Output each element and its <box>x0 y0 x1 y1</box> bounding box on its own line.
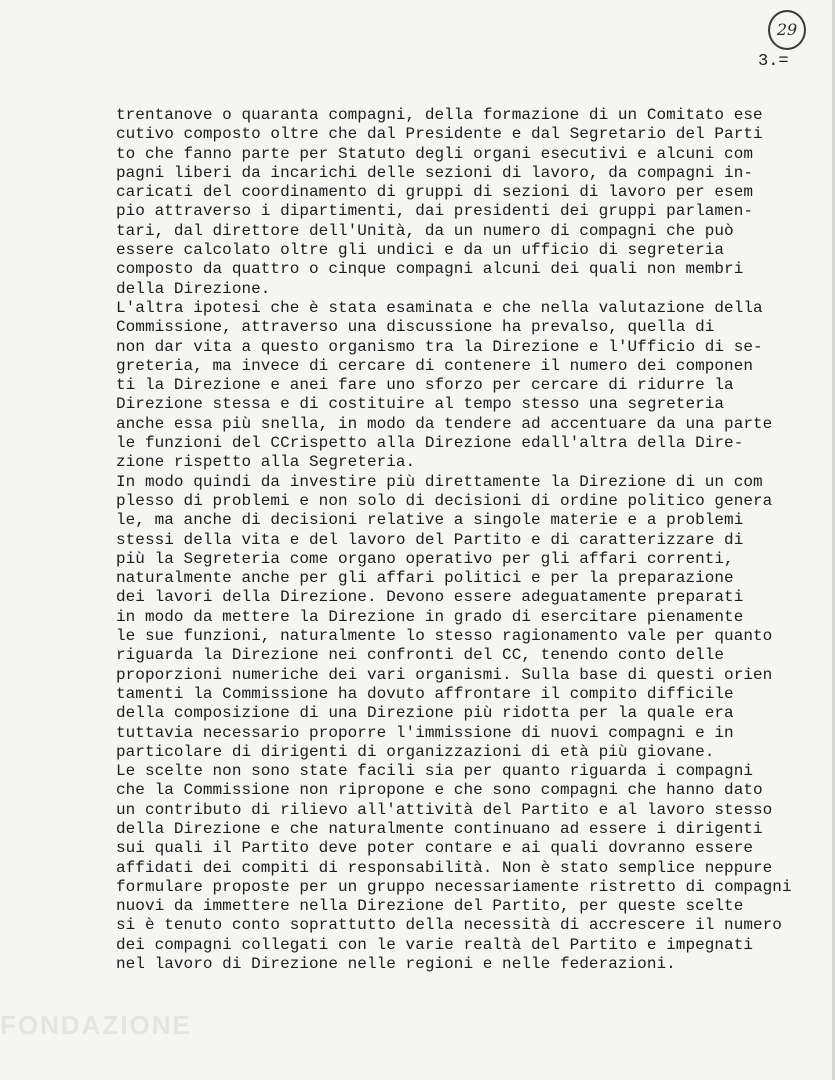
text-line: Commissione, attraverso una discussione ha prevalso, quella di <box>116 318 715 337</box>
text-line: proporzioni numeriche dei vari organismi. Sulla base di questi orien <box>116 665 773 684</box>
text-line: L'altra ipotesi che è stata esaminata e che nella valutazione della <box>116 298 763 317</box>
text-line: dei lavori della Direzione. Devono essere adeguatamente preparati <box>116 588 744 607</box>
text-line: nuovi da immettere nella Direzione del Partito, per queste scelte <box>116 897 744 916</box>
text-line: nel lavoro di Direzione nelle regioni e nelle federazioni. <box>116 955 676 974</box>
text-line: tari, dal direttore dell'Unità, da un numero di compagni che può <box>116 221 734 240</box>
text-line: le, ma anche di decisioni relative a singole materie e a problemi <box>116 511 744 530</box>
text-line: pagni liberi da incarichi delle sezioni di lavoro, da compagni in- <box>116 163 754 182</box>
text-line: sui quali il Partito deve poter contare e ai quali dovranno essere <box>116 839 754 858</box>
text-line: si è tenuto conto soprattutto della necessità di accrescere il numero <box>116 916 782 935</box>
text-line: riguarda la Direzione nei confronti del CC, tenendo conto delle <box>116 646 725 665</box>
text-line: che la Commissione non ripropone e che sono compagni che hanno dato <box>116 781 763 800</box>
text-line: tuttavia necessario proporre l'immissione di nuovi compagni e in <box>116 723 734 742</box>
text-line: to che fanno parte per Statuto degli organi esecutivi e alcuni com <box>116 144 754 163</box>
text-line: anche essa più snella, in modo da tendere ad accentuare da una parte <box>116 414 773 433</box>
text-line: naturalmente anche per gli affari politici e per la preparazione <box>116 569 734 588</box>
text-line: composto da quattro o cinque compagni alcuni dei quali non membri <box>116 260 744 279</box>
text-line: greteria, ma invece di cercare di contenere il numero dei componen <box>116 356 754 375</box>
text-line: affidati dei compiti di responsabilità. Non è stato semplice neppure <box>116 858 773 877</box>
page-number: 3.= <box>758 52 789 71</box>
text-line: più la Segreteria come organo operativo per gli affari correnti, <box>116 549 734 568</box>
text-line: Direzione stessa e di costituire al tempo stesso una segreteria <box>116 395 725 414</box>
text-line: formulare proposte per un gruppo necessariamente ristretto di compagni <box>116 877 792 896</box>
text-line: tamenti la Commissione ha dovuto affrontare il compito difficile <box>116 684 734 703</box>
text-line: Le scelte non sono state facili sia per quanto riguarda i compagni <box>116 762 754 781</box>
text-line: particolare di dirigenti di organizzazioni di età più giovane. <box>116 742 715 761</box>
text-line: dei compagni collegati con le varie realtà del Partito e impegnati <box>116 935 754 954</box>
folio-number-circled: 29 <box>768 10 806 50</box>
text-line: trentanove o quaranta compagni, della formazione di un Comitato ese <box>116 106 763 124</box>
text-line: non dar vita a questo organismo tra la Direzione e l'Ufficio di se- <box>116 337 763 356</box>
text-line: in modo da mettere la Direzione in grado di esercitare pienamente <box>116 607 744 626</box>
text-line: un contributo di rilievo all'attività del Partito e al lavoro stesso <box>116 800 773 819</box>
text-line: plesso di problemi e non solo di decisioni di ordine politico genera <box>116 491 773 510</box>
text-line: caricati del coordinamento di gruppi di sezioni di lavoro per esem <box>116 183 754 202</box>
text-line: della composizione di una Direzione più ridotta per la quale era <box>116 704 734 723</box>
text-line: della Direzione e che naturalmente continuano ad essere i dirigenti <box>116 819 763 838</box>
typewritten-body <box>116 106 796 974</box>
text-line: In modo quindi da investire più direttamente la Direzione di un com <box>116 472 763 491</box>
text-line: zione rispetto alla Segreteria. <box>116 453 416 472</box>
text-line: stessi della vita e del lavoro del Partito e di caratterizzare di <box>116 530 744 549</box>
text-line: le funzioni del CCrispetto alla Direzione edall'altra della Dire- <box>116 434 744 453</box>
text-line: cutivo composto oltre che dal Presidente e dal Segretario del Parti <box>116 125 763 144</box>
text-line: le sue funzioni, naturalmente lo stesso ragionamento vale per quanto <box>116 627 773 646</box>
text-line: della Direzione. <box>116 279 271 298</box>
archive-watermark: FONDAZIONE <box>0 1010 192 1040</box>
text-line: ti la Direzione e anei fare uno sforzo per cercare di ridurre la <box>116 376 734 395</box>
text-line: pio attraverso i dipartimenti, dai presidenti dei gruppi parlamen- <box>116 202 754 221</box>
text-line: essere calcolato oltre gli undici e da un ufficio di segreteria <box>116 241 725 260</box>
